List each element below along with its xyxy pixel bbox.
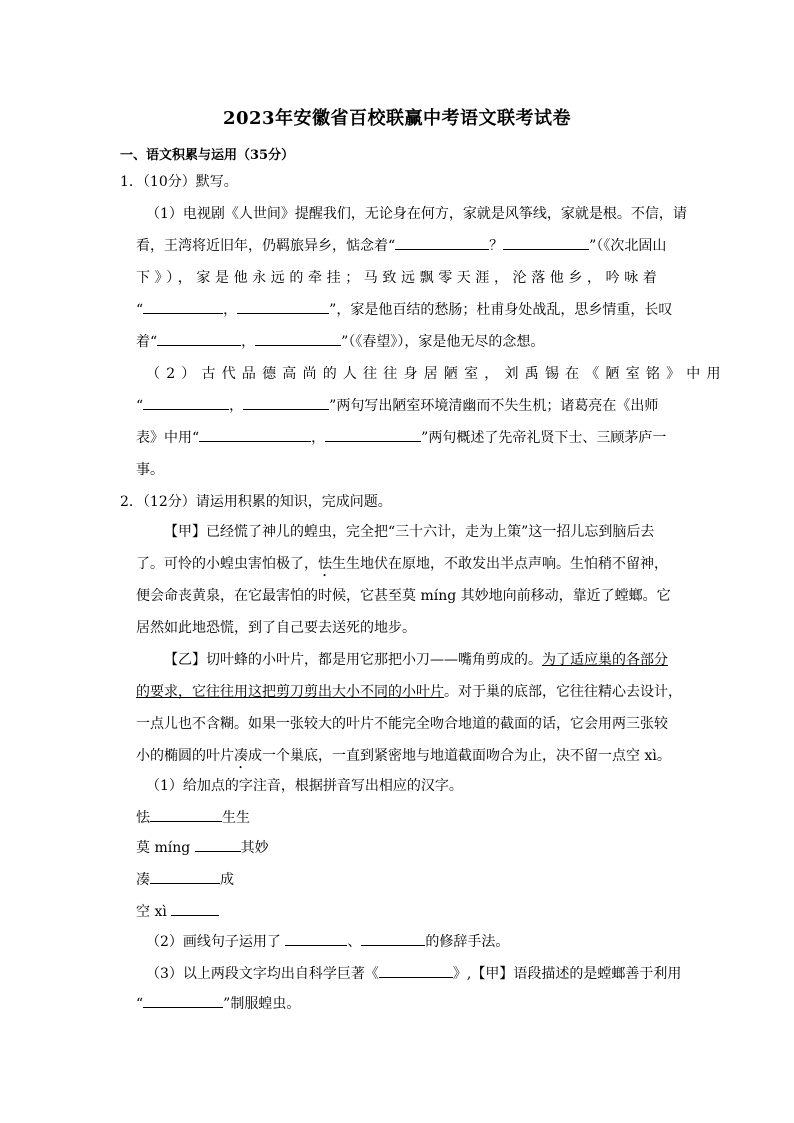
answer-blank[interactable] bbox=[243, 396, 329, 410]
answer-blank[interactable] bbox=[143, 300, 223, 314]
answer-blank[interactable] bbox=[237, 300, 329, 314]
q1-part1-line1: （1）电视剧《人世间》提醒我们，无论身在何方，家就是风筝线，家就是根。不信，请 bbox=[146, 206, 687, 222]
q1-part2-line4: 事。 bbox=[136, 462, 164, 478]
q1-part1-line3: 下》），家是他永远的牵挂；马致远飘零天涯，沦落他乡，吟咏着 bbox=[136, 270, 662, 286]
answer-blank[interactable] bbox=[150, 808, 222, 822]
answer-blank[interactable] bbox=[379, 964, 453, 978]
q1-part2-line3: 表》中用“ ， ”两句概述了先帝礼贤下士、三顾茅庐一 bbox=[136, 430, 667, 446]
answer-line-cou: 凑 成 bbox=[136, 872, 234, 888]
q2-sub3: （3）以上两段文字均出自科学巨著《 》,【甲】语段描述的是螳螂善于利用 bbox=[146, 966, 682, 982]
answer-blank[interactable] bbox=[199, 428, 311, 442]
passage-yi-line4: 小的椭圆的叶片凑成一个巢底，一直到紧密地与地道截面吻合为止，决不留一点空 xì。 bbox=[136, 748, 671, 764]
underlined-sentence: 为了适应巢的各部分 bbox=[542, 652, 668, 668]
answer-blank[interactable] bbox=[285, 932, 347, 946]
answer-blank[interactable] bbox=[195, 838, 241, 852]
answer-line-qie: 怯 生生 bbox=[136, 810, 250, 826]
section-heading: 一、语文积累与运用（35分） bbox=[120, 148, 295, 163]
q1-part2-line1: （2）古代品德高尚的人往往身居陋室，刘禹锡在《陋室铭》中用 bbox=[146, 366, 727, 382]
question-1-heading: 1．（10分）默写。 bbox=[120, 174, 238, 190]
answer-blank[interactable] bbox=[503, 236, 589, 250]
q2-sub1: （1）给加点的字注音，根据拼音写出相应的汉字。 bbox=[146, 778, 463, 794]
answer-blank[interactable] bbox=[143, 396, 229, 410]
answer-blank[interactable] bbox=[171, 902, 219, 916]
answer-blank[interactable] bbox=[143, 994, 223, 1008]
answer-blank[interactable] bbox=[150, 870, 220, 884]
answer-line-xi: 空 xì bbox=[136, 902, 219, 922]
passage-jia-line4: 居然如此地恐慌，到了自己要去送死的地步。 bbox=[136, 620, 416, 636]
q2-sub2: （2）画线句子运用了 、 的修辞手法。 bbox=[146, 934, 510, 950]
answer-blank[interactable] bbox=[325, 428, 421, 442]
passage-yi-line2: 的要求，它往往用这把剪刀剪出大小不同的小叶片。对于巢的底部，它往往精心去设计， bbox=[136, 684, 682, 700]
passage-jia-line2: 了。可怜的小蝗虫害怕极了，怯生生地伏在原地，不敢发出半点声响。生怕稍不留神， bbox=[136, 556, 668, 572]
answer-blank[interactable] bbox=[395, 236, 489, 250]
passage-jia-line1: 【甲】已经慌了神儿的蝗虫，完全把“三十六计，走为上策”这一招儿忘到脑后去 bbox=[164, 524, 655, 540]
q1-part2-line2: “ ， ”两句写出陋室环境清幽而不失生机；诸葛亮在《出师 bbox=[136, 398, 659, 414]
question-2-heading: 2．（12分）请运用积累的知识，完成问题。 bbox=[120, 494, 392, 510]
page-title: 2023年安徽省百校联赢中考语文联考试卷 bbox=[222, 108, 572, 129]
answer-blank[interactable] bbox=[157, 332, 241, 346]
q1-part1-line4: “ ， ”，家是他百结的愁肠；杜甫身处战乱，思乡情重，长叹 bbox=[136, 302, 673, 318]
underlined-sentence: 的要求，它往往用这把剪刀剪出大小不同的小叶片 bbox=[136, 684, 444, 700]
passage-yi-line1: 【乙】切叶蜂的小叶片，都是用它那把小刀——嘴角剪成的。为了适应巢的各部分 bbox=[164, 652, 668, 668]
q1-part1-line2: 看，王湾将近旧年，仍羁旅异乡，惦念着“ ？ ”（《次北固山 bbox=[136, 238, 667, 254]
answer-blank[interactable] bbox=[255, 332, 341, 346]
passage-jia-line3: 便会命丧黄泉，在它最害怕的时候，它甚至莫 míng 其妙地向前移动，靠近了螳螂。它 bbox=[136, 588, 671, 604]
answer-blank[interactable] bbox=[361, 932, 425, 946]
q2-sub3-line2: “ ”制服蝗虫。 bbox=[136, 996, 301, 1012]
passage-yi-line3: 一点儿也不含糊。如果一张较大的叶片不能完全吻合地道的截面的话，它会用两三张较 bbox=[136, 716, 668, 732]
q1-part1-line5: 着“ ， ”（《春望》），家是他无尽的念想。 bbox=[136, 334, 545, 350]
answer-line-ming: 莫 míng 其妙 bbox=[136, 840, 269, 856]
